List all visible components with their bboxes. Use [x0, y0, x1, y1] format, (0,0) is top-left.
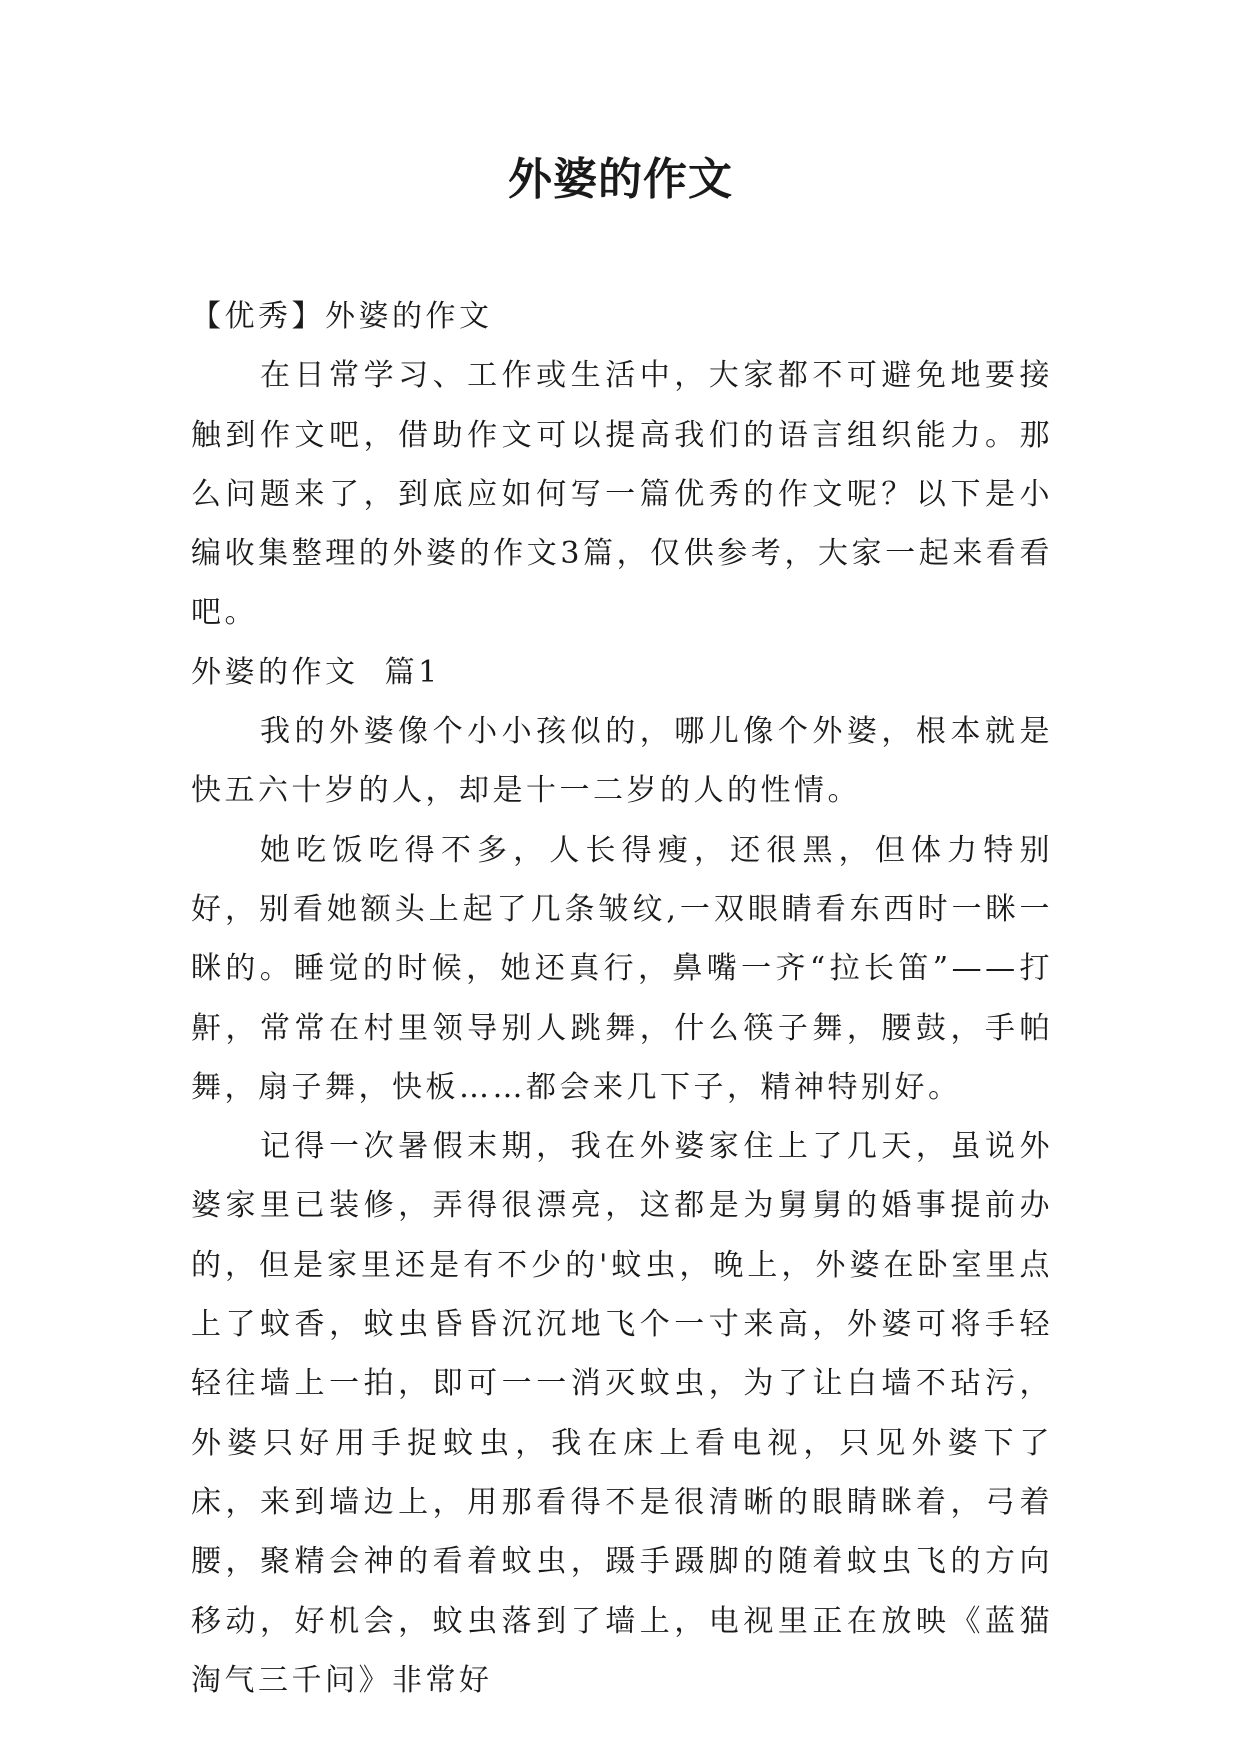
document-title: 外婆的作文	[508, 154, 733, 205]
intro-paragraph: 在日常学习、工作或生活中，大家都不可避免地要接触到作文吧，借助作文可以提高我们的语言组织能力。那么问题来了，到底应如何写一篇优秀的作文呢？以下是小编收集整理的外婆的作文3篇，仅供参考，大家一起来看看吧。	[191, 358, 1053, 631]
body-paragraph-3: 记得一次暑假末期，我在外婆家住上了几天，虽说外婆家里已装修，弄得很漂亮，这都是为舅舅的婚事提前办的，但是家里还是有不少的'蚊虫，晚上，外婆在卧室里点上了蚊香，蚊虫昏昏沉沉地飞个一寸来高，外婆可将手轻轻往墙上一拍，即可一一消灭蚊虫，为了让白墙不玷污，外婆只好用手捉蚊虫，我在床上看电视，只见外婆下了床，来到墙边上，用那看得不是很清晰的眼睛眯着，弓着腰，聚精会神的看着蚊虫，蹑手蹑脚的随着蚊虫飞的方向移动，好机会，蚊虫落到了墙上，电视里正在放映《蓝猫淘气三千问》非常好	[191, 1129, 1053, 1698]
body-paragraph-2: 她吃饭吃得不多，人长得瘦，还很黑，但体力特别好，别看她额头上起了几条皱纹,一双眼睛看东西时一眯一眯的。睡觉的时候，她还真行，鼻嘴一齐“拉长笛”——打鼾，常常在村里领导别人跳舞，什么筷子舞，腰鼓，手帕舞，扇子舞，快板……都会来几下子，精神特别好。	[191, 832, 1053, 1105]
document-subtitle: 【优秀】外婆的作文	[191, 299, 493, 334]
body-paragraph-1: 我的外婆像个小小孩似的，哪儿像个外婆，根本就是快五六十岁的人，却是十一二岁的人的性情。	[191, 714, 1053, 809]
document-body	[191, 287, 1053, 1710]
section-heading: 外婆的作文 篇1	[191, 654, 441, 690]
